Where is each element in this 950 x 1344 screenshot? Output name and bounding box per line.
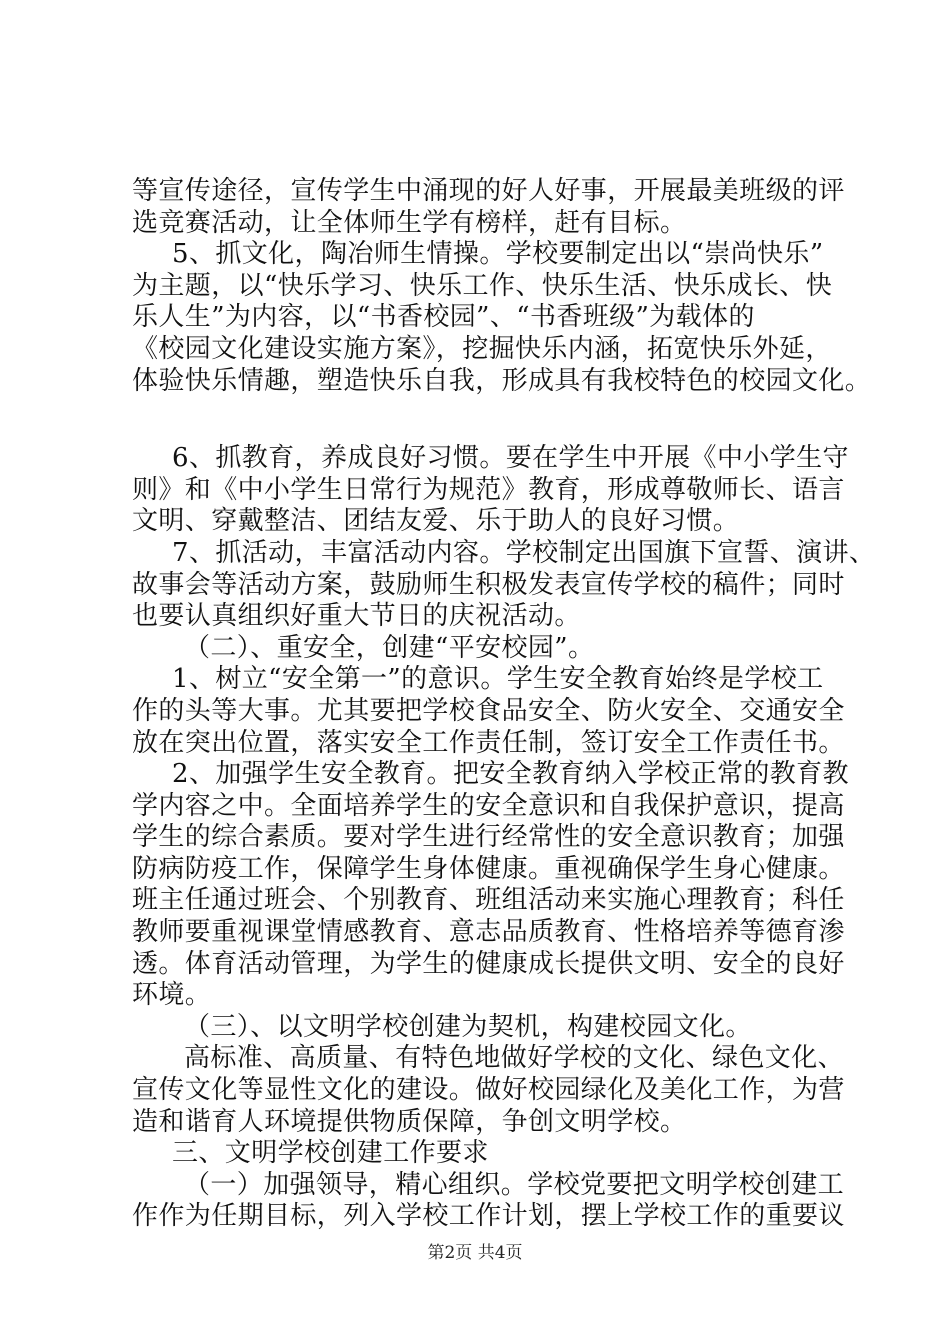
text-line: 宣传文化等显性文化的建设。做好校园绿化及美化工作，为营 [132, 1075, 845, 1106]
text-line: 2、加强学生安全教育。把安全教育纳入学校正常的教育教 [172, 759, 849, 790]
text-line: 防病防疫工作，保障学生身体健康。重视确保学生身心健康。 [132, 853, 845, 884]
text-line: 教师要重视课堂情感教育、意志品质教育、性格培养等德育渗 [132, 917, 845, 948]
text-line: 作作为任期目标，列入学校工作计划，摆上学校工作的重要议 [132, 1201, 845, 1232]
text-line: 选竞赛活动，让全体师生学有榜样，赶有目标。 [132, 207, 687, 238]
text-line: 则》和《中小学生日常行为规范》教育，形成尊敬师长、语言 [132, 474, 845, 505]
page-number-footer: 第2页 共4页 [427, 1243, 523, 1263]
text-line: 为主题，以“快乐学习、快乐工作、快乐生活、快乐成长、快 [132, 270, 833, 301]
section-heading: （二）、重安全，创建“平安校园”。 [184, 632, 595, 663]
text-line: 故事会等活动方案，鼓励师生积极发表宣传学校的稿件；同时 [132, 569, 845, 600]
text-line: 透。体育活动管理，为学生的健康成长提供文明、安全的良好 [132, 948, 845, 979]
text-line: 乐人生”为内容，以“书香校园”、“书香班级”为载体的 [132, 302, 755, 333]
text-line: 造和谐育人环境提供物质保障，争创文明学校。 [132, 1106, 687, 1137]
text-line: 学内容之中。全面培养学生的安全意识和自我保护意识，提高 [132, 790, 845, 821]
text-line: （一）加强领导，精心组织。学校党要把文明学校创建工 [184, 1169, 845, 1200]
text-line: 学生的综合素质。要对学生进行经常性的安全意识教育；加强 [132, 822, 845, 853]
text-line: 作的头等大事。尤其要把学校食品安全、防火安全、交通安全 [132, 695, 845, 726]
document-body [132, 176, 876, 1233]
text-line: 也要认真组织好重大节日的庆祝活动。 [132, 601, 581, 632]
paragraph-gap [132, 397, 832, 443]
section-heading: 三、文明学校创建工作要求 [172, 1138, 489, 1169]
text-line: 6、抓教育，养成良好习惯。要在学生中开展《中小学生守 [172, 443, 849, 474]
text-line: 放在突出位置，落实安全工作责任制，签订安全工作责任书。 [132, 727, 845, 758]
text-line: 5、抓文化，陶冶师生情操。学校要制定出以“崇尚快乐” [172, 239, 824, 270]
text-line: 7、抓活动，丰富活动内容。学校制定出国旗下宣誓、演讲、 [172, 537, 876, 568]
section-heading: （三）、以文明学校创建为契机，构建校园文化。 [184, 1011, 752, 1042]
text-line: 班主任通过班会、个别教育、班组活动来实施心理教育；科任 [132, 885, 845, 916]
text-line: 《校园文化建设实施方案》，挖掘快乐内涵，拓宽快乐外延， [132, 333, 832, 364]
text-line: 1、树立“安全第一”的意识。学生安全教育始终是学校工 [172, 664, 824, 695]
text-line: 文明、穿戴整洁、团结友爱、乐于助人的良好习惯。 [132, 506, 740, 537]
text-line: 环境。 [132, 980, 212, 1011]
text-line: 等宣传途径，宣传学生中涌现的好人好事，开展最美班级的评 [132, 176, 845, 206]
text-line: 高标准、高质量、有特色地做好学校的文化、绿色文化、 [184, 1043, 845, 1074]
text-line: 体验快乐情趣，塑造快乐自我，形成具有我校特色的校园文化。 [132, 365, 872, 396]
